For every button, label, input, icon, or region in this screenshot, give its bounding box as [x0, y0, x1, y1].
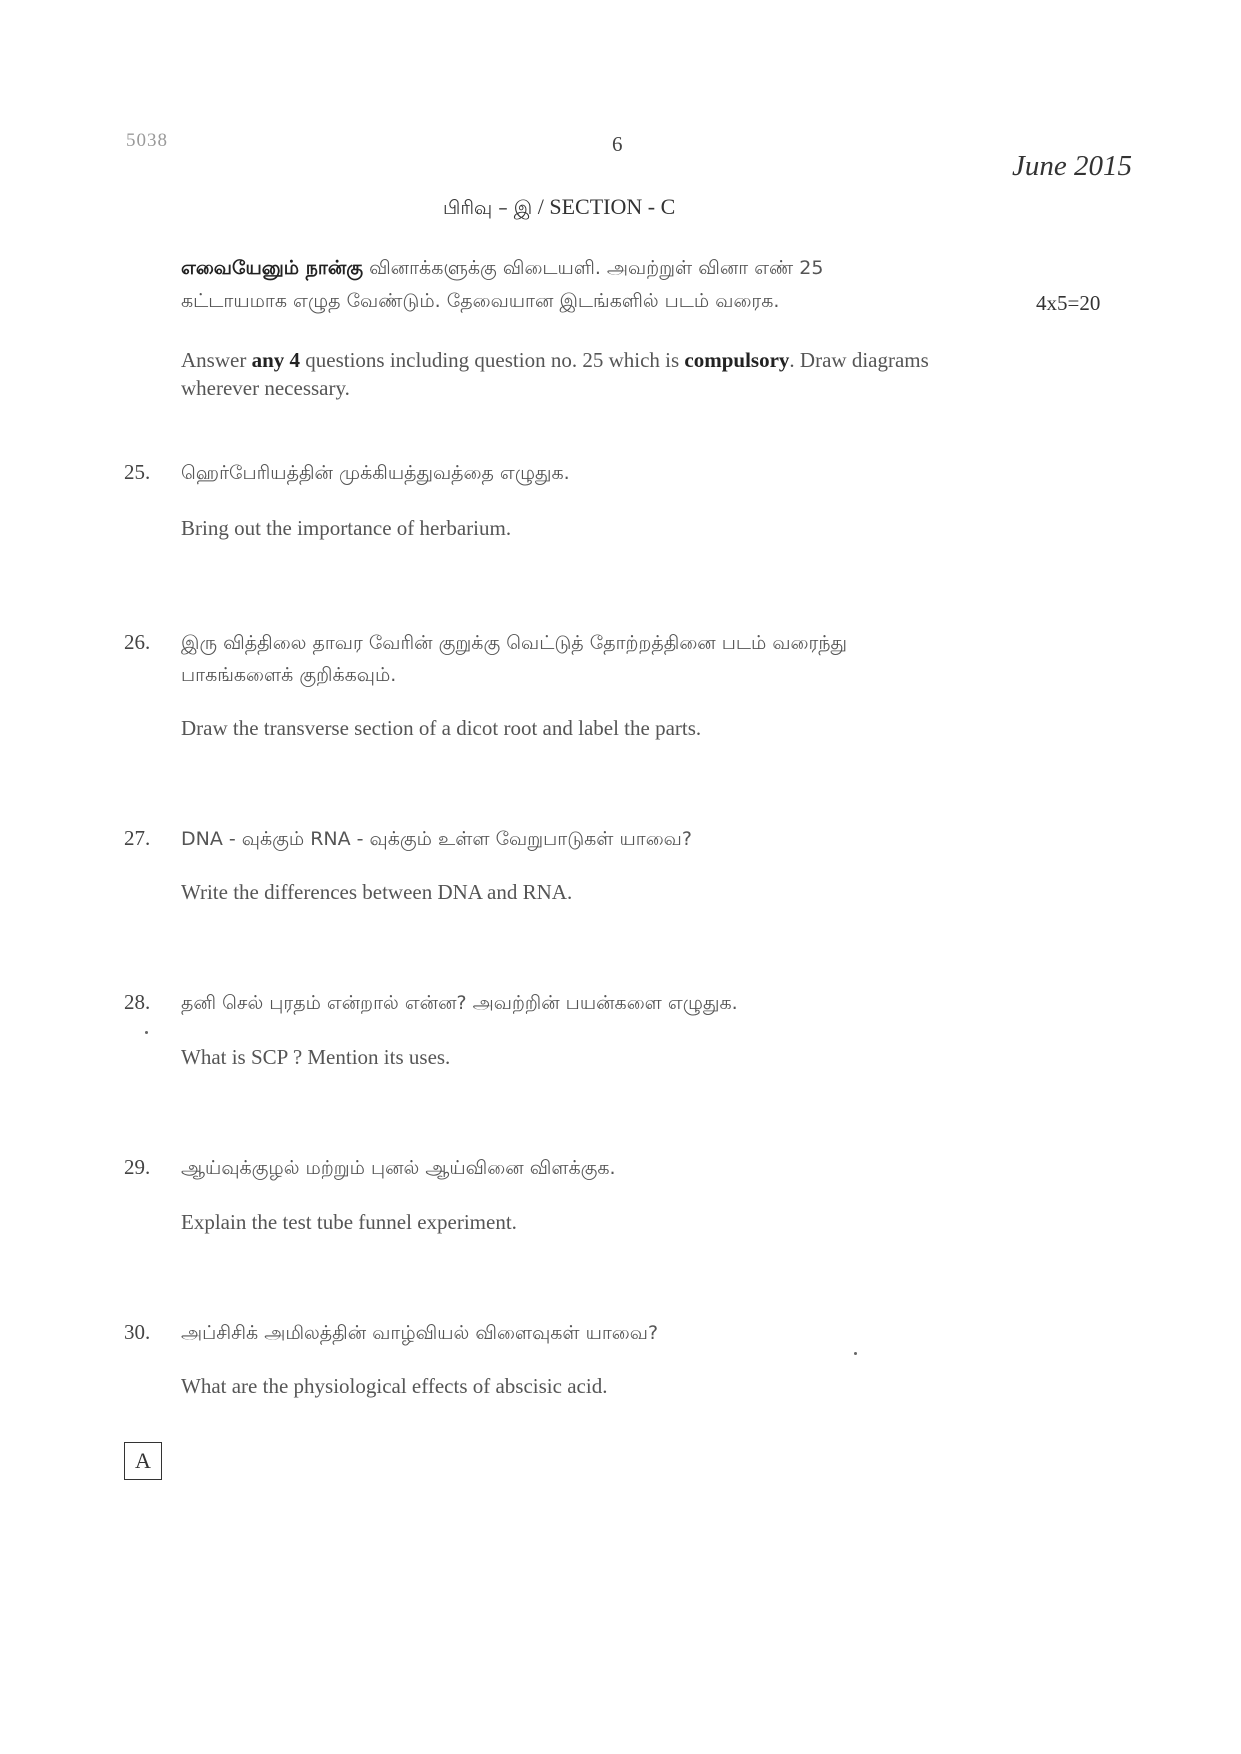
instructions-english-line-2: wherever necessary. — [181, 376, 350, 400]
instructions-english-bold-1: any 4 — [251, 348, 301, 372]
question-english: What are the physiological effects of abscisic acid. — [181, 1374, 608, 1398]
page-number: 6 — [612, 132, 623, 156]
paper-version-box: A — [124, 1442, 162, 1480]
instructions-english-bold-2: compulsory — [684, 348, 790, 372]
instructions-tamil-rest: வினாக்களுக்கு விடையளி. அவற்றுள் வினா எண் 25 — [363, 257, 824, 279]
question-number: 27. — [124, 826, 151, 850]
question-english: Draw the transverse section of a dicot root and label the parts. — [181, 716, 702, 740]
question-english: What is SCP ? Mention its uses. — [181, 1045, 451, 1069]
question-english: Write the differences between DNA and RNA. — [181, 880, 573, 904]
paper-code: 5038 — [126, 130, 168, 151]
question-tamil: DNA - வுக்கும் RNA - வுக்கும் உள்ள வேறுபாடுகள் யாவை? — [181, 828, 692, 850]
stray-mark — [854, 1352, 857, 1355]
question-tamil: ஆய்வுக்குழல் மற்றும் புனல் ஆய்வினை விளக்குக. — [181, 1157, 616, 1179]
instructions-english-post: . Draw diagrams — [789, 348, 929, 372]
marks-allocation: 4x5=20 — [1036, 291, 1101, 315]
section-heading — [443, 194, 675, 222]
exam-date: June 2015 — [1012, 150, 1132, 182]
question-english: Bring out the importance of herbarium. — [181, 516, 512, 540]
instructions-english-mid: questions including question no. 25 which is — [300, 348, 685, 372]
instructions-tamil-bold: எவையேனும் நான்கு — [181, 257, 364, 279]
question-tamil: ஹெர்பேரியத்தின் முக்கியத்துவத்தை எழுதுக. — [181, 462, 570, 484]
section-heading-english: SECTION - C — [549, 194, 676, 219]
question-tamil: இரு வித்திலை தாவர வேரின் குறுக்கு வெட்டுத் தோற்றத்தினை படம் வரைந்து — [181, 632, 848, 654]
section-heading-tamil: பிரிவு – இ — [443, 197, 533, 219]
question-english: Explain the test tube funnel experiment. — [181, 1210, 517, 1234]
question-number: 25. — [124, 460, 151, 484]
stray-mark — [145, 1031, 148, 1034]
section-heading-separator: / — [532, 194, 550, 219]
question-tamil: அப்சிசிக் அமிலத்தின் வாழ்வியல் விளைவுகள் யாவை? — [181, 1322, 659, 1344]
question-number: 26. — [124, 630, 151, 654]
question-number: 30. — [124, 1320, 151, 1344]
instructions-english-pre: Answer — [181, 348, 252, 372]
instructions-tamil-line-1 — [181, 257, 823, 282]
instructions-english-line-1 — [181, 346, 929, 374]
question-number: 29. — [124, 1155, 151, 1179]
question-tamil-line-2: பாகங்களைக் குறிக்கவும். — [181, 664, 397, 686]
question-number: 28. — [124, 990, 151, 1014]
instructions-tamil-line-2: கட்டாயமாக எழுத வேண்டும். தேவையான இடங்களில் படம் வரைக. — [181, 290, 780, 312]
question-tamil: தனி செல் புரதம் என்றால் என்ன? அவற்றின் பயன்களை எழுதுக. — [181, 992, 738, 1014]
